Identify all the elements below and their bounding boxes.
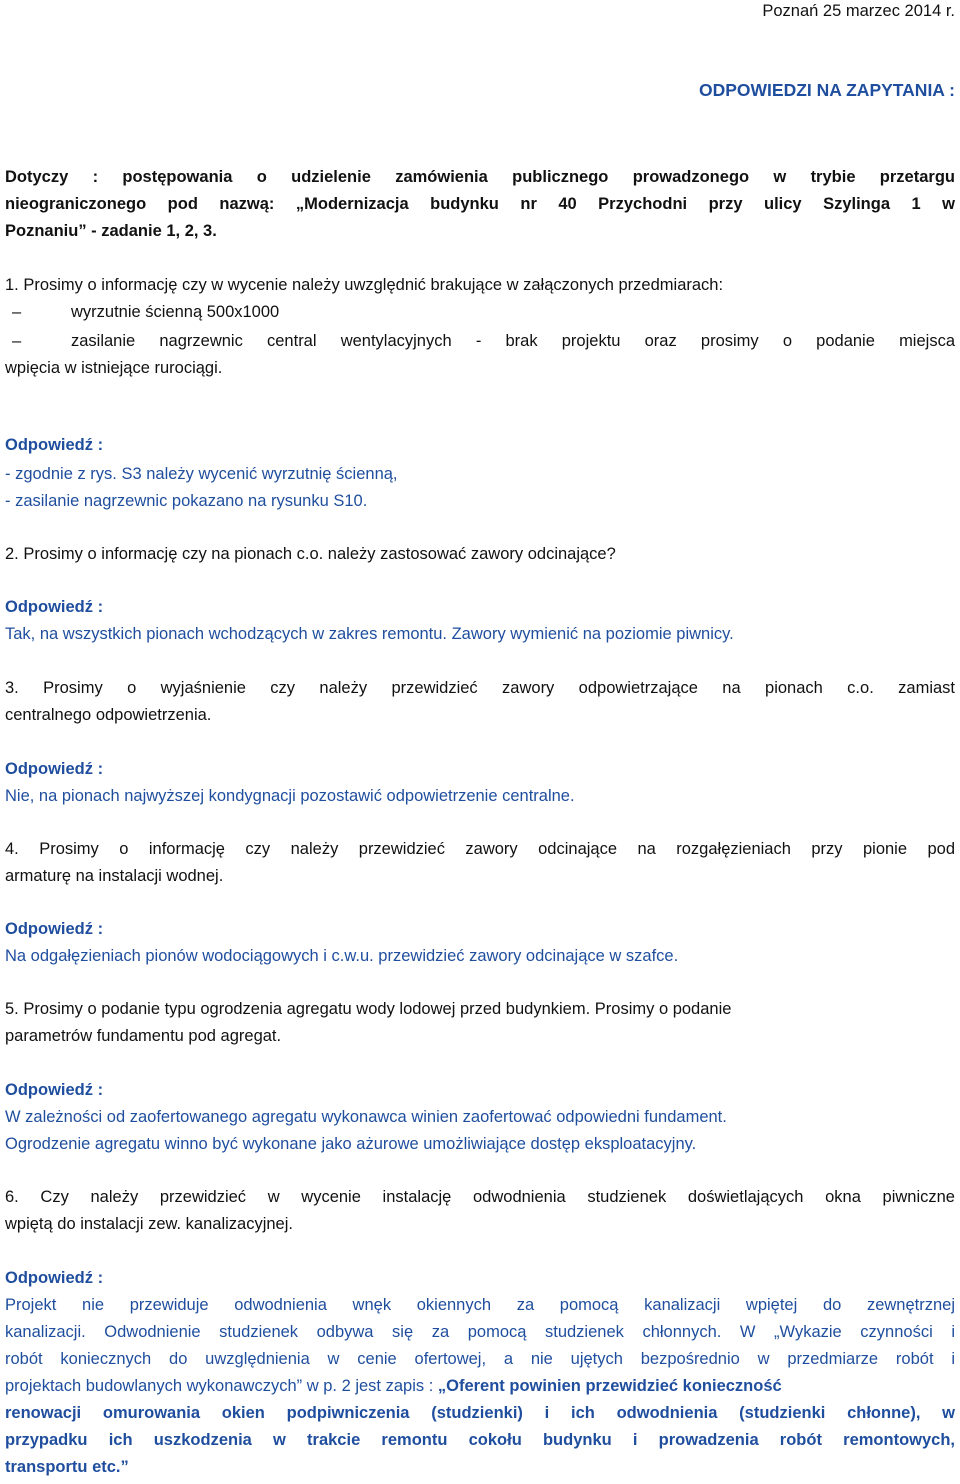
question-1-bullet-1: – wyrzutnie ścienną 500x1000 (12, 303, 280, 321)
document-title: ODPOWIEDZI NA ZAPYTANIA : (698, 80, 955, 100)
subject-line-1: Dotyczy : postępowania o udzielenie zamówienia publicznego prowadzonego w trybie przetargu (5, 168, 955, 186)
answer-6-bold-4: transportu etc.” (5, 1458, 129, 1476)
document-date: Poznań 25 marzec 2014 r. (762, 2, 955, 20)
answer-6-bold-2: renowacji omurowania okien podpiwniczenia (studzienki) i ich odwodnienia (studzienki chłonne), w (5, 1404, 955, 1422)
question-4-line-2: armaturę na instalacji wodnej. (5, 867, 224, 885)
answer-3-line-1: Nie, na pionach najwyższej kondygnacji pozostawić odpowietrzenie centralne. (5, 787, 575, 805)
question-6-line-1: 6. Czy należy przewidzieć w wycenie instalację odwodnienia studzienek doświetlających okna piwniczne (5, 1188, 955, 1206)
answer-5-line-1: W zależności od zaofertowanego agregatu wykonawca winien zaofertować odpowiedni fundament. (5, 1108, 727, 1126)
answer-4-label: Odpowiedź : (5, 920, 104, 938)
question-1-line-1: 1. Prosimy o informację czy w wycenie należy uwzględnić brakujące w załączonych przedmiarach: (5, 276, 724, 294)
answer-2-line-1: Tak, na wszystkich pionach wchodzących w zakres remontu. Zawory wymienić na poziomie piwnicy. (5, 625, 734, 643)
question-1-tail: wpięcia w istniejące rurociągi. (5, 359, 223, 377)
answer-2-label: Odpowiedź : (5, 598, 104, 616)
answer-1-line-1: - zgodnie z rys. S3 należy wycenić wyrzutnię ścienną, (5, 465, 398, 483)
answer-6-line-3: robót koniecznych do uwzględnienia w cenie ofertowej, a nie ujętych bezpośrednio w przedmiarze robót i (5, 1350, 955, 1368)
answer-6-line-1: Projekt nie przewiduje odwodnienia wnęk okiennych za pomocą kanalizacji wpiętej do zewnętrznej (5, 1296, 955, 1314)
question-4-line-1: 4. Prosimy o informację czy należy przewidzieć zawory odcinające na rozgałęzieniach przy pionie pod (5, 840, 955, 858)
answer-1-line-2: - zasilanie nagrzewnic pokazano na rysunku S10. (5, 492, 368, 510)
answer-4-line-1: Na odgałęzieniach pionów wodociągowych i c.w.u. przewidzieć zawory odcinające w szafce. (5, 947, 679, 965)
answer-5-line-2: Ogrodzenie agregatu winno być wykonane jako ażurowe umożliwiające dostęp eksploatacyjny. (5, 1135, 697, 1153)
answer-1-label: Odpowiedź : (5, 436, 104, 454)
answer-6-label: Odpowiedź : (5, 1269, 104, 1287)
answer-6-line-4: projektach budowlanych wykonawczych” w p. 2 jest zapis : „Oferent powinien przewidzieć konieczność (5, 1377, 782, 1395)
question-2-line-1: 2. Prosimy o informację czy na pionach c.o. należy zastosować zawory odcinające? (5, 545, 616, 563)
subject-line-2: nieograniczonego pod nazwą: „Modernizacja budynku nr 40 Przychodni przy ulicy Szylinga 1 w (5, 195, 955, 213)
question-3-line-2: centralnego odpowietrzenia. (5, 706, 212, 724)
answer-5-label: Odpowiedź : (5, 1081, 104, 1099)
question-6-line-2: wpiętą do instalacji zew. kanalizacyjnej. (5, 1215, 293, 1233)
dash-bullet: – (12, 332, 22, 350)
answer-6-line-2: kanalizacji. Odwodnienie studzienek odbywa się za pomocą studzienek chłonnych. W „Wykazie czynności i (5, 1323, 955, 1341)
question-3-line-1: 3. Prosimy o wyjaśnienie czy należy przewidzieć zawory odpowietrzające na pionach c.o. zamiast (5, 679, 955, 697)
question-5-line-2: parametrów fundamentu pod agregat. (5, 1027, 282, 1045)
question-5-line-1: 5. Prosimy o podanie typu ogrodzenia agregatu wody lodowej przed budynkiem. Prosimy o podanie (5, 1000, 732, 1018)
answer-6-bold-1: „Oferent powinien przewidzieć konieczność (437, 1377, 782, 1395)
answer-3-label: Odpowiedź : (5, 760, 104, 778)
dash-bullet: – (12, 303, 22, 321)
question-1-bullet-2: – zasilanie nagrzewnic central wentylacyjnych - brak projektu oraz prosimy o podanie miejsca (12, 332, 955, 350)
answer-6-bold-3: przypadku ich uszkodzenia w trakcie remontu cokołu budynku i prowadzenia robót remontowych, (5, 1431, 955, 1449)
subject-line-3: Poznaniu” - zadanie 1, 2, 3. (5, 222, 217, 240)
